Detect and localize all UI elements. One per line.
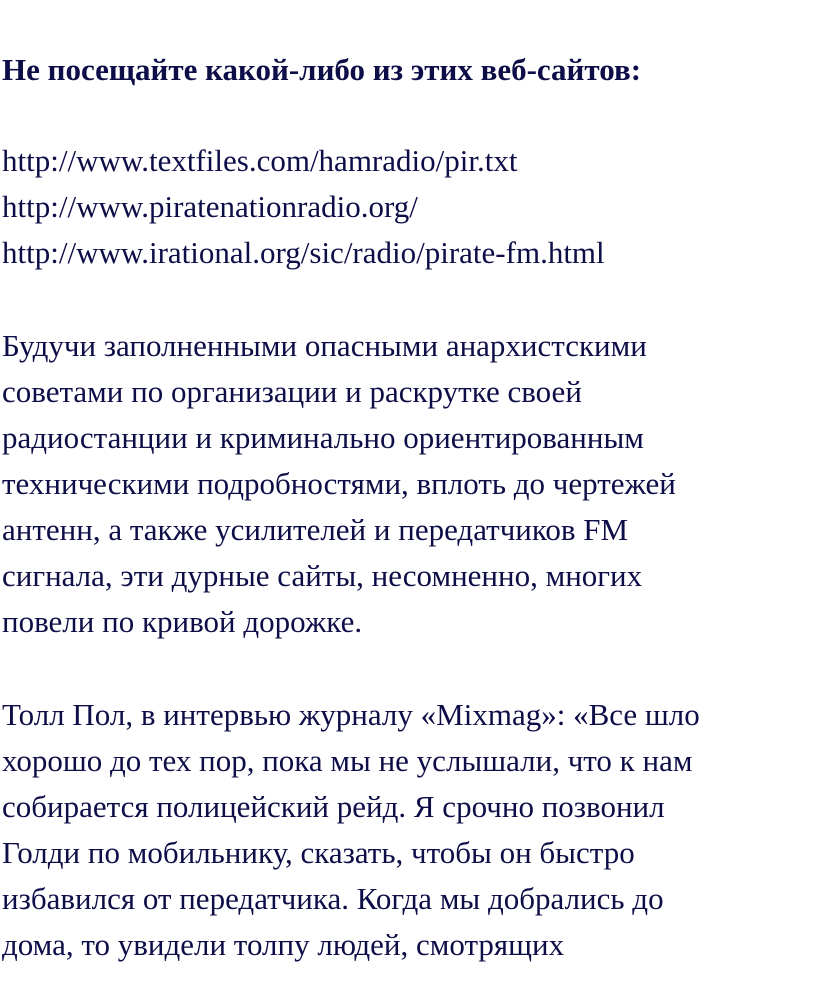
paragraph2-line: собирается полицейский рейд. Я срочно позвонил: [2, 789, 665, 824]
paragraph1-line: повели по кривой дорожке.: [2, 604, 363, 639]
heading: Не посещайте какой-либо из этих веб-сайтов:: [2, 52, 642, 87]
paragraph2-line: избавился от передатчика. Когда мы добрались до: [2, 881, 664, 916]
paragraph1-line: советами по организации и раскрутке своей: [2, 374, 582, 409]
link-irational: http://www.irational.org/sic/radio/pirate-fm.html: [2, 235, 605, 270]
link-textfiles: http://www.textfiles.com/hamradio/pir.txt: [2, 143, 518, 178]
paragraph1-line: радиостанции и криминально ориентированным: [2, 420, 644, 455]
paragraph1-line: сигнала, эти дурные сайты, несомненно, многих: [2, 558, 643, 593]
paragraph1-line: Будучи заполненными опасными анархистскими: [2, 328, 647, 363]
paragraph1-line: антенн, а также усилителей и передатчиков FM: [2, 512, 629, 547]
paragraph1-line: техническими подробностями, вплоть до чертежей: [2, 466, 676, 501]
paragraph2-line: Голди по мобильнику, сказать, чтобы он быстро: [2, 835, 635, 870]
paragraph2-line: дома, то увидели толпу людей, смотрящих: [2, 927, 565, 962]
paragraph2-line: Толл Пол, в интервью журналу «Mixmag»: «Все шло: [2, 697, 700, 732]
link-piratenationradio: http://www.piratenationradio.org/: [2, 189, 418, 224]
paragraph2-line: хорошо до тех пор, пока мы не услышали, что к нам: [2, 743, 693, 778]
